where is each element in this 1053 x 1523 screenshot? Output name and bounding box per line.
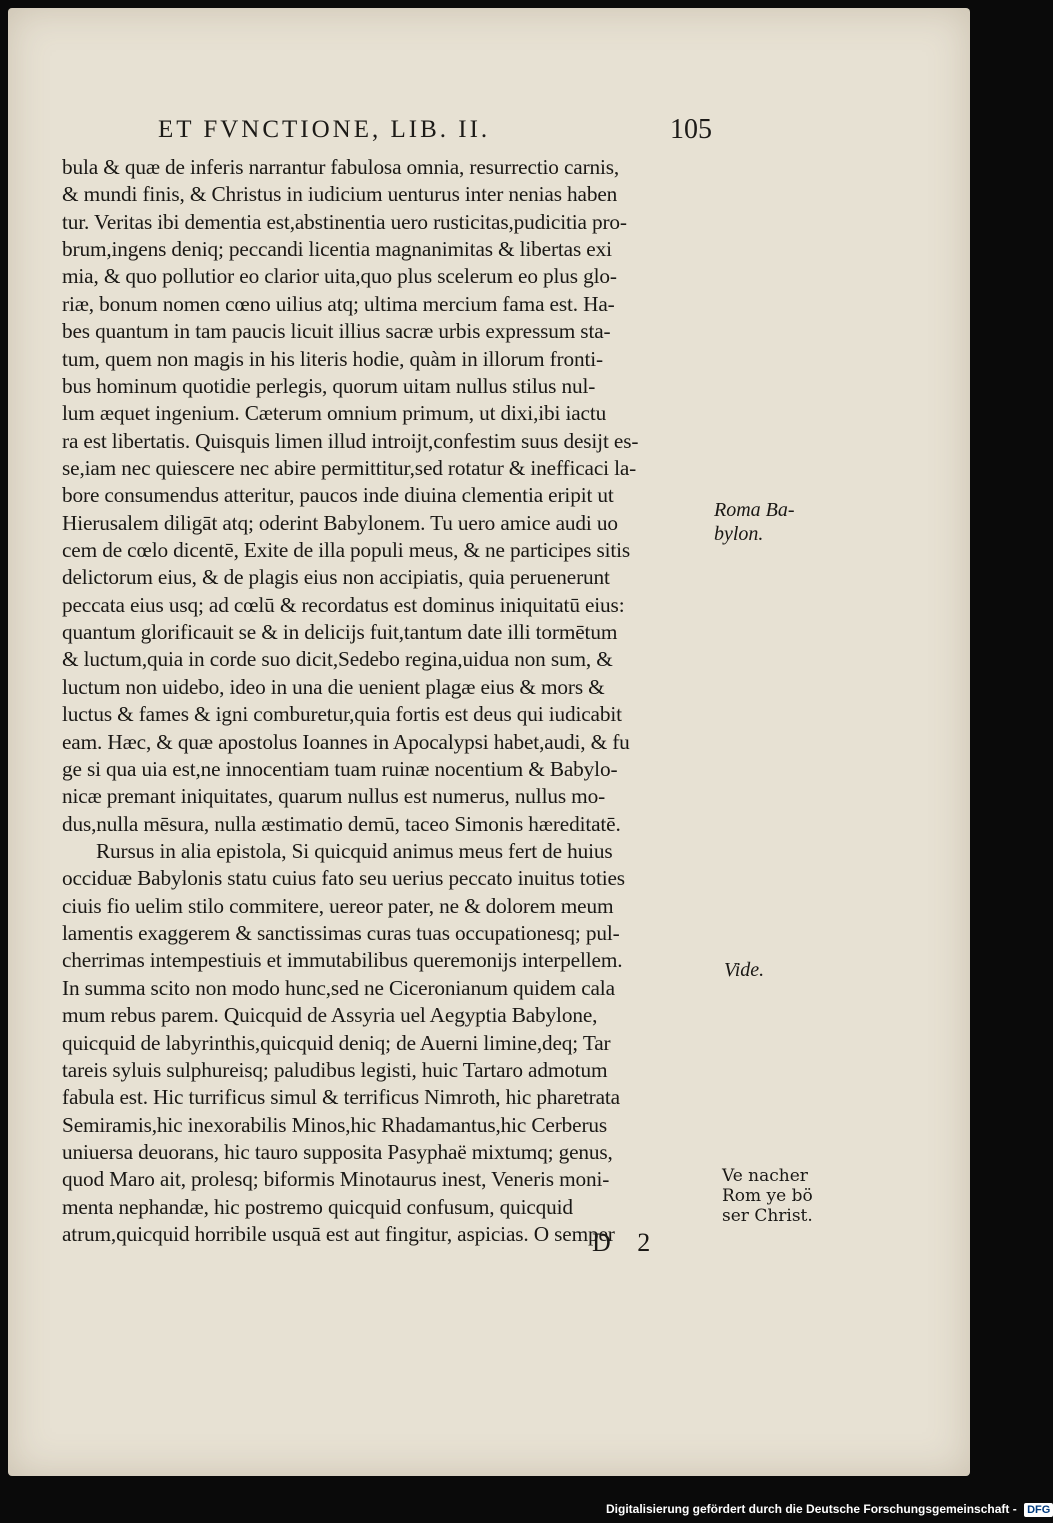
margin-note-line: ser Christ.	[722, 1206, 813, 1226]
text-line: riæ, bonum nomen cœno uilius atq; ultima mercium fama est. Ha-	[62, 291, 615, 316]
text-line: ciuis fio uelim stilo commitere, uereor pater, ne & dolorem meum	[62, 893, 614, 918]
text-line: fabula est. Hic turrificus simul & terrificus Nimroth, hic pharetrata	[62, 1085, 620, 1110]
text-line: ra est libertatis. Quisquis limen illud introijt,confestim suus desijt es-	[62, 428, 639, 453]
text-line: cherrimas intempestiuis et immutabilibus queremonijs interpellem.	[62, 948, 623, 973]
text-line: brum,ingens deniq; peccandi licentia magnanimitas & libertas exi	[62, 237, 612, 262]
margin-note-vide: Vide.	[724, 959, 765, 981]
text-line: luctum non uidebo, ideo in una die uenient plagæ eius & mors &	[62, 674, 605, 699]
text-line: mia, & quo pollutior eo clarior uita,quo plus scelerum eo plus glo-	[62, 264, 617, 289]
text-line: tur. Veritas ibi dementia est,abstinentia uero rusticitas,pudicitia pro-	[62, 209, 627, 234]
text-line: bore consumendus atteritur, paucos inde diuina clementia eripit ut	[62, 483, 614, 508]
signature-mark: D 2	[592, 1228, 661, 1257]
margin-note-handwritten	[722, 1166, 813, 1226]
credit-text: Digitalisierung gefördert durch die Deutsche Forschungsgemeinschaft -	[606, 1502, 1017, 1516]
margin-note-roma-babylon	[714, 498, 795, 546]
margin-note-line: bylon.	[714, 523, 764, 545]
margin-note-line: Rom ye bö	[722, 1186, 813, 1206]
text-line: Semiramis,hic inexorabilis Minos,hic Rhadamantus,hic Cerberus	[62, 1112, 608, 1137]
margin-note-line: Roma Ba-	[714, 499, 795, 521]
text-line: uniuersa deuorans, hic tauro supposita Pasyphaë mixtumq; genus,	[62, 1139, 613, 1164]
page-number: 105	[670, 114, 712, 145]
text-line: lum æquet ingenium. Cæterum omnium primum, ut dixi,ibi iactu	[62, 401, 607, 426]
text-line: ge si qua uia est,ne innocentiam tuam ruinæ nocentium & Babylo-	[62, 756, 618, 781]
text-line: luctus & fames & igni comburetur,quia fortis est deus qui iudicabit	[62, 702, 622, 727]
text-line: nicæ premant iniquitates, quarum nullus est numerus, nullus mo-	[62, 784, 606, 809]
text-line: Rursus in alia epistola, Si quicquid animus meus fert de huius	[96, 838, 613, 863]
text-line: eam. Hæc, & quæ apostolus Ioannes in Apocalypsi habet,audi, & fu	[62, 729, 630, 754]
text-line: atrum,quicquid horribile usquā est aut fingitur, aspicias. O semper	[62, 1222, 615, 1247]
text-line: In summa scito non modo hunc,sed ne Ciceronianum quidem cala	[62, 975, 615, 1000]
text-line: delictorum eius, & de plagis eius non accipiatis, quia peruenerunt	[62, 565, 610, 590]
text-line: quantum glorificauit se & in delicijs fuit,tantum date illi tormētum	[62, 620, 618, 645]
digitization-credit	[606, 1500, 1053, 1518]
text-line: bus hominum quotidie perlegis, quorum uitam nullus stilus nul-	[62, 373, 596, 398]
book-page	[8, 8, 970, 1476]
text-line: & mundi finis, & Christus in iudicium uenturus inter nenias haben	[62, 182, 618, 207]
text-line: bula & quæ de inferis narrantur fabulosa omnia, resurrectio carnis,	[62, 155, 620, 179]
text-line: tum, quem non magis in his literis hodie, quàm in illorum fronti-	[62, 346, 603, 371]
text-line: peccata eius usq; ad cœlū & recordatus est dominus iniquitatū eius:	[62, 592, 625, 617]
text-line: lamentis exaggerem & sanctissimas curas tuas occupationesq; pul-	[62, 921, 620, 946]
margin-note-line: Ve nacher	[722, 1166, 808, 1186]
dfg-logo-icon: DFG	[1024, 1503, 1053, 1517]
running-title: ET FVNCTIONE, LIB. II.	[158, 116, 491, 143]
text-line: dus,nulla mēsura, nulla æstimatio demū, taceo Simonis hæreditatē.	[62, 811, 621, 836]
text-line: bes quantum in tam paucis licuit illius sacræ urbis expressum sta-	[62, 319, 611, 344]
text-line: quod Maro ait, prolesq; biformis Minotaurus inest, Veneris moni-	[62, 1167, 610, 1192]
text-line: se,iam nec quiescere nec abire permittitur,sed rotatur & inefficaci la-	[62, 455, 637, 480]
text-line: occiduæ Babylonis statu cuius fato seu uerius peccato inuitus toties	[62, 866, 625, 891]
text-line: Hierusalem diligāt atq; oderint Babylonem. Tu uero amice audi uo	[62, 510, 618, 535]
text-line: cem de cœlo dicentē, Exite de illa populi meus, & ne participes sitis	[62, 538, 631, 563]
text-line: quicquid de labyrinthis,quicquid deniq; de Auerni limine,deq; Tar	[62, 1030, 611, 1055]
text-line: & luctum,quia in corde suo dicit,Sedebo regina,uidua non sum, &	[62, 647, 613, 672]
text-line: mum rebus parem. Quicquid de Assyria uel Aegyptia Babylone,	[62, 1003, 598, 1028]
text-line: menta nephandæ, hic postremo quicquid confusum, quicquid	[62, 1194, 573, 1219]
text-line: tareis syluis sulphureisq; paludibus legisti, huic Tartaro admotum	[62, 1057, 608, 1082]
body-text	[62, 154, 708, 1248]
